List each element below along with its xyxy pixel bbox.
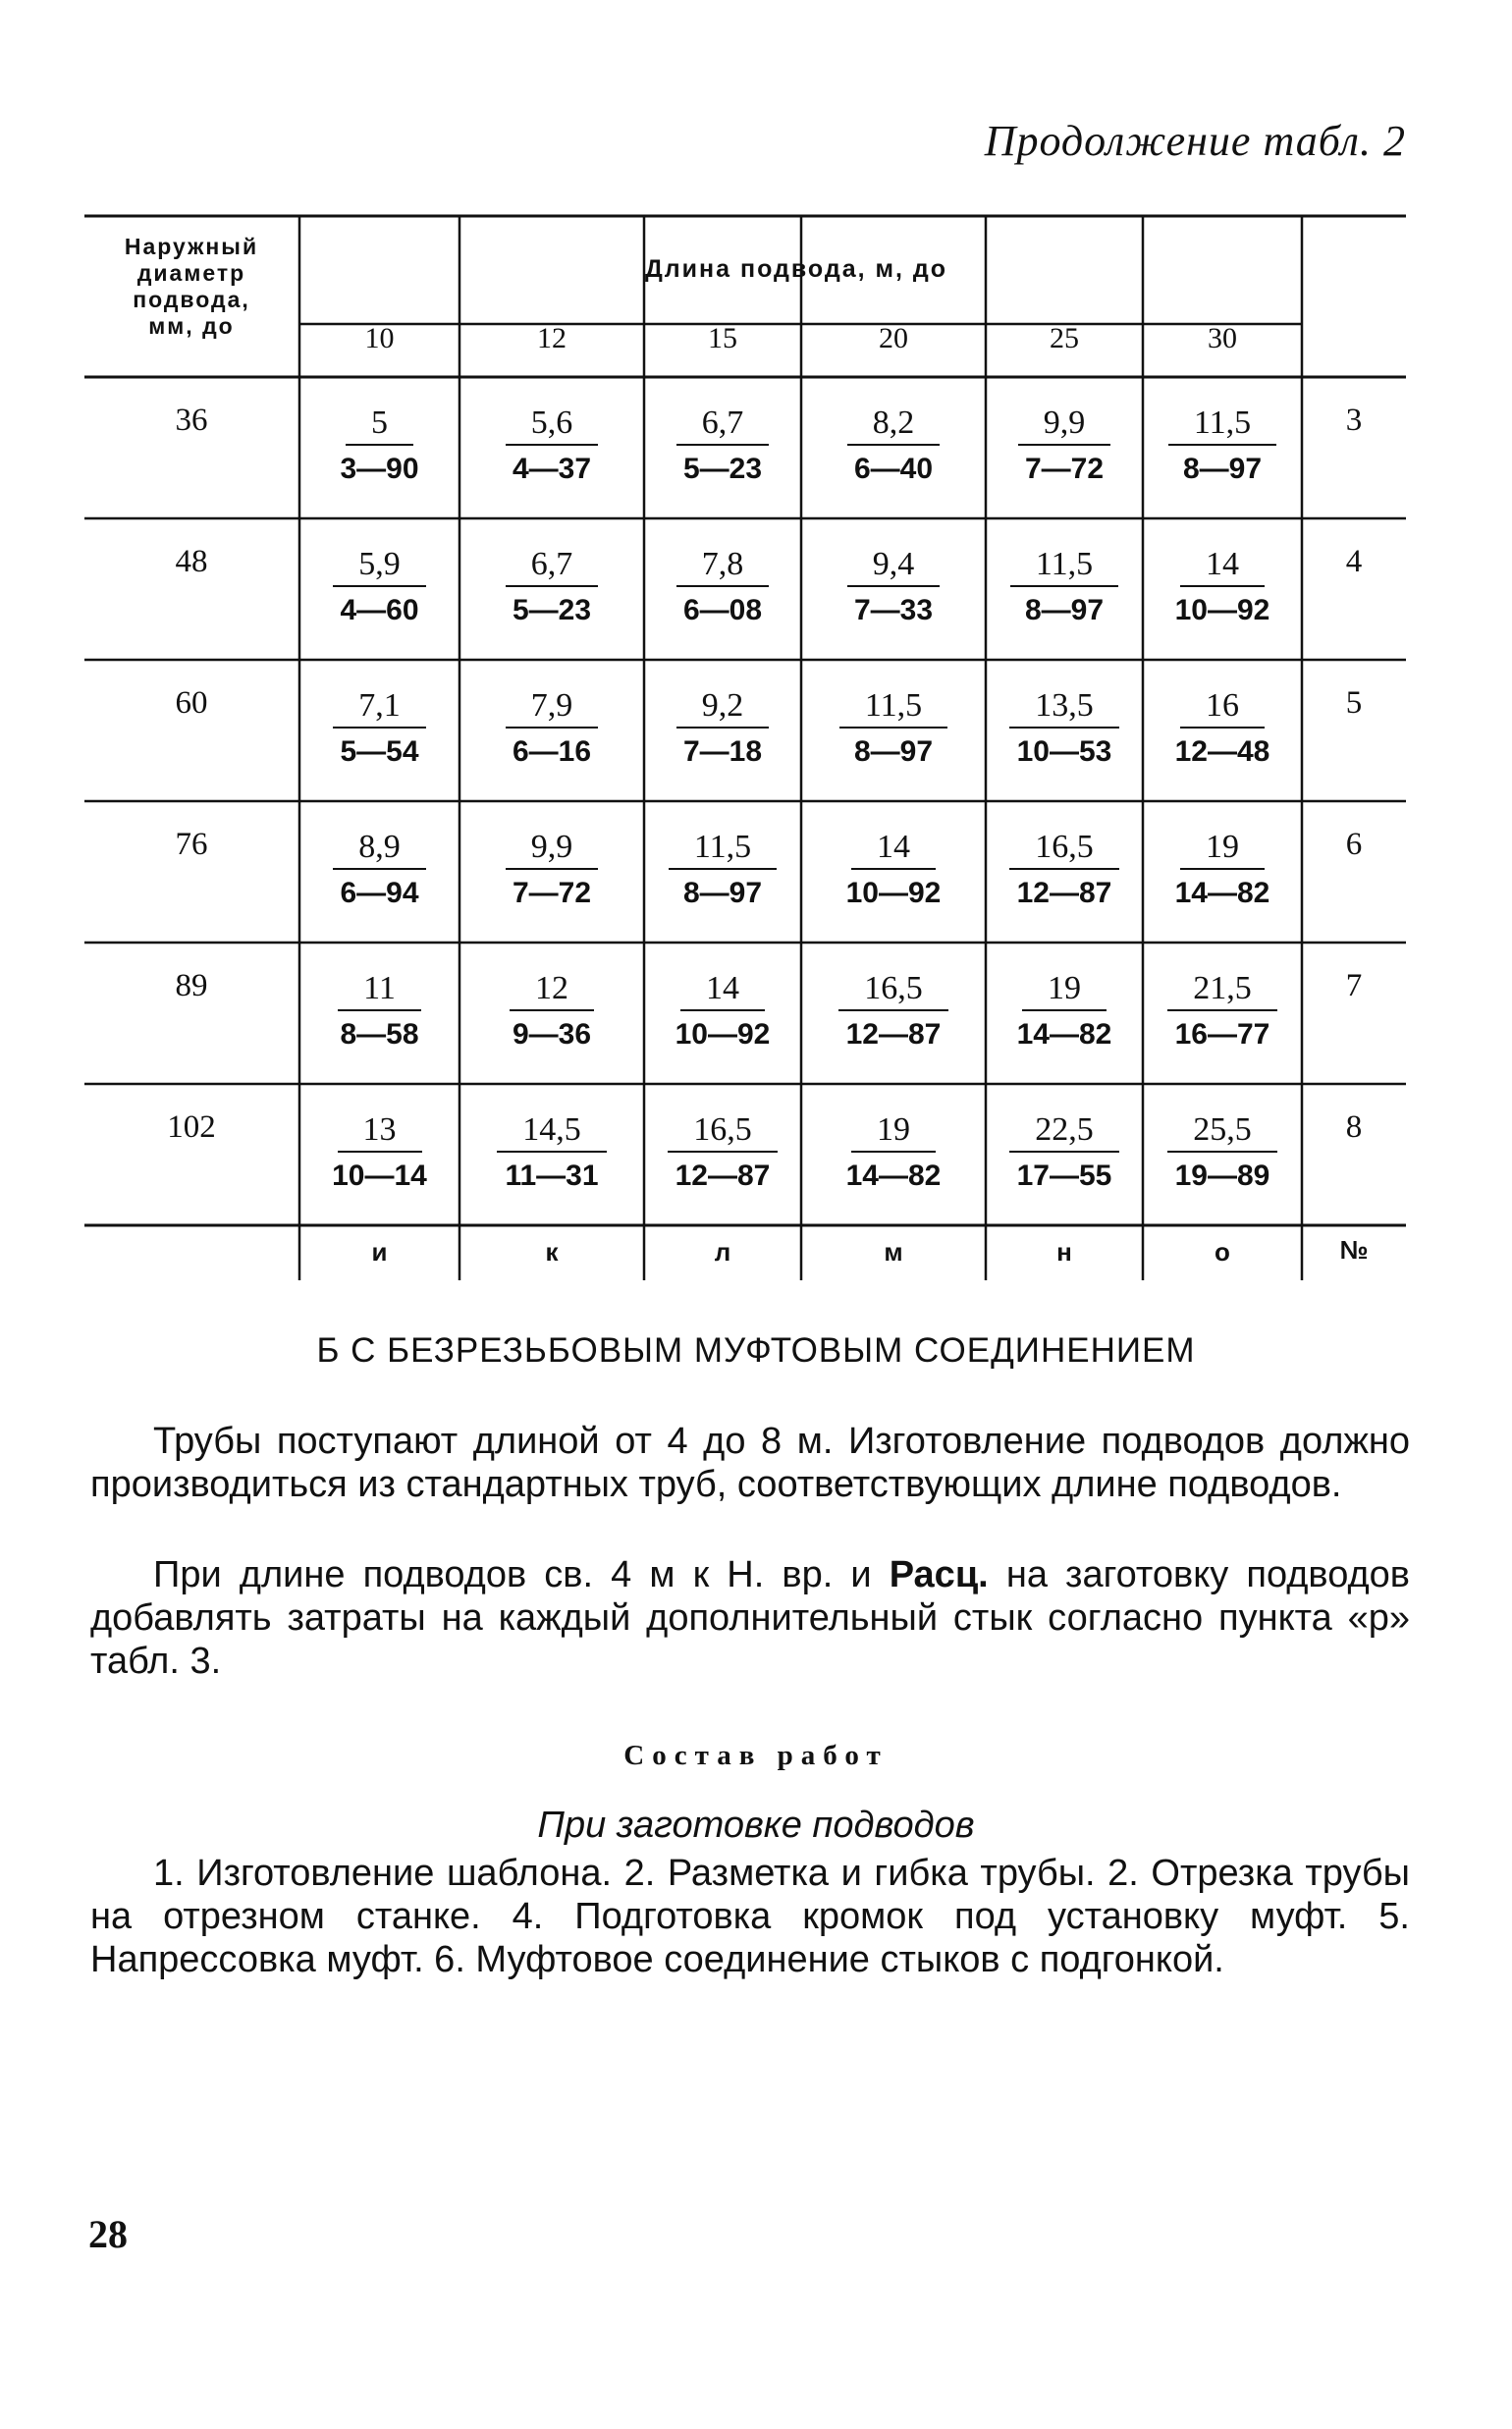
time-norm-value: 8,2 xyxy=(847,405,941,446)
rate-value: 14—82 xyxy=(845,1160,942,1192)
column-code: и xyxy=(371,1237,388,1267)
rate-value: 14—82 xyxy=(1016,1018,1112,1051)
length-header: Длина подвода, м, до xyxy=(644,255,948,283)
norm-rate-cell xyxy=(459,970,644,1054)
norm-rate-cell xyxy=(644,546,801,630)
row-number: 4 xyxy=(1345,544,1363,579)
time-norm-value: 9,9 xyxy=(506,829,599,870)
time-norm-value: 9,4 xyxy=(847,546,941,587)
rate-value: 6—16 xyxy=(512,735,592,768)
time-norm-value: 16 xyxy=(1180,687,1265,729)
norm-rate-cell xyxy=(1143,546,1302,630)
length-column-header: 10 xyxy=(364,322,395,354)
rate-value: 10—92 xyxy=(845,877,942,909)
time-norm-value: 14 xyxy=(680,970,765,1011)
time-norm-value: 25,5 xyxy=(1167,1111,1277,1153)
norm-rate-cell xyxy=(459,405,644,489)
section-b-title: Б С БЕЗРЕЗЬБОВЫМ МУФТОВЫМ СОЕДИНЕНИЕМ xyxy=(316,1331,1196,1370)
row-number: 6 xyxy=(1345,827,1363,862)
rate-value: 5—54 xyxy=(340,735,419,768)
rate-value: 10—14 xyxy=(332,1160,427,1192)
norm-rate-cell xyxy=(644,405,801,489)
work-composition-title: Состав работ xyxy=(623,1740,889,1771)
rate-value: 10—92 xyxy=(675,1018,771,1051)
diameter-cell: 89 xyxy=(175,968,208,1003)
time-norm-value: 16,5 xyxy=(1009,829,1119,870)
page-number: 28 xyxy=(88,2212,128,2256)
time-norm-value: 21,5 xyxy=(1167,970,1277,1011)
norm-rate-cell xyxy=(459,829,644,913)
length-column-header: 25 xyxy=(1050,322,1079,354)
time-norm-value: 16,5 xyxy=(668,1111,778,1153)
outer-diameter-header xyxy=(84,234,298,340)
time-norm-value: 22,5 xyxy=(1009,1111,1119,1153)
norm-rate-cell xyxy=(801,687,986,772)
rate-value: 3—90 xyxy=(340,453,419,485)
column-code: н xyxy=(1056,1237,1072,1267)
rate-value: 8—97 xyxy=(682,877,763,909)
row-number: 7 xyxy=(1345,968,1363,1003)
rate-value: 8—97 xyxy=(1024,594,1105,626)
time-norm-value: 11,5 xyxy=(669,829,777,870)
rate-value: 10—53 xyxy=(1016,735,1112,768)
norm-rate-cell xyxy=(1143,970,1302,1054)
time-norm-value: 7,1 xyxy=(333,687,426,729)
time-norm-value: 9,2 xyxy=(676,687,770,729)
time-norm-value: 5,6 xyxy=(506,405,599,446)
norm-rate-cell xyxy=(299,829,459,913)
time-norm-value: 19 xyxy=(851,1111,936,1153)
length-column-header: 20 xyxy=(879,322,908,354)
norm-rate-cell xyxy=(986,687,1143,772)
rate-value: 8—58 xyxy=(340,1018,419,1051)
rate-value: 4—60 xyxy=(340,594,419,626)
time-norm-value: 14,5 xyxy=(497,1111,607,1153)
time-norm-value: 16,5 xyxy=(838,970,948,1011)
diameter-cell: 48 xyxy=(175,544,208,579)
norm-rate-cell xyxy=(1143,405,1302,489)
norm-rate-cell xyxy=(299,546,459,630)
time-norm-value: 5 xyxy=(346,405,413,446)
number-sign: № xyxy=(1339,1235,1369,1265)
time-norm-value: 11,5 xyxy=(839,687,947,729)
time-norm-value: 9,9 xyxy=(1018,405,1111,446)
rate-value: 12—87 xyxy=(675,1160,771,1192)
rate-value: 5—23 xyxy=(682,453,763,485)
time-norm-value: 7,8 xyxy=(676,546,770,587)
norm-rate-cell xyxy=(299,405,459,489)
rate-value: 9—36 xyxy=(512,1018,592,1051)
norm-rate-cell xyxy=(459,546,644,630)
time-norm-value: 12 xyxy=(510,970,594,1011)
rate-value: 11—31 xyxy=(505,1160,599,1192)
outer-diameter-header-line: мм, до xyxy=(148,313,235,339)
norm-rate-cell xyxy=(644,829,801,913)
rate-value: 6—40 xyxy=(853,453,934,485)
rate-value: 7—72 xyxy=(512,877,592,909)
norm-rate-cell xyxy=(644,687,801,772)
rate-term: Расц. xyxy=(889,1554,989,1595)
norm-rate-cell xyxy=(801,829,986,913)
column-code: л xyxy=(714,1237,731,1267)
row-number: 5 xyxy=(1345,685,1363,721)
norm-rate-cell xyxy=(459,1111,644,1196)
work-composition-text: 1. Изготовление шаблона. 2. Разметка и гибка трубы. 2. Отрезка трубы на отрезном станке. 4. Подготовка кромок под установку муфт. 5. Напрессовка муфт. 6. Муфтовое соединение стыков с подгонкой. xyxy=(90,1853,1410,1980)
norm-rate-cell xyxy=(801,1111,986,1196)
row-number: 8 xyxy=(1345,1109,1363,1145)
norm-rate-cell xyxy=(459,687,644,772)
time-norm-value: 14 xyxy=(851,829,936,870)
outer-diameter-header-line: диаметр xyxy=(136,260,246,286)
time-norm-value: 14 xyxy=(1180,546,1265,587)
rate-value: 6—94 xyxy=(340,877,419,909)
norm-rate-cell xyxy=(1143,1111,1302,1196)
time-norm-value: 6,7 xyxy=(676,405,770,446)
time-norm-value: 6,7 xyxy=(506,546,599,587)
rate-value: 8—97 xyxy=(1182,453,1263,485)
time-norm-value: 5,9 xyxy=(333,546,426,587)
rate-value: 12—87 xyxy=(845,1018,942,1051)
rate-value: 4—37 xyxy=(512,453,592,485)
norm-rate-cell xyxy=(986,829,1143,913)
diameter-cell: 102 xyxy=(167,1109,216,1145)
rate-value: 16—77 xyxy=(1174,1018,1270,1051)
rate-value: 7—18 xyxy=(682,735,763,768)
norm-rate-cell xyxy=(644,970,801,1054)
time-norm-value: 13 xyxy=(338,1111,422,1153)
rate-value: 8—97 xyxy=(853,735,934,768)
rate-value: 12—87 xyxy=(1016,877,1112,909)
time-norm-value: 19 xyxy=(1180,829,1265,870)
rate-value: 14—82 xyxy=(1174,877,1270,909)
length-column-header: 15 xyxy=(708,322,737,354)
norm-rate-cell xyxy=(986,970,1143,1054)
row-number: 3 xyxy=(1345,403,1363,438)
norm-rate-cell xyxy=(1143,829,1302,913)
column-code: о xyxy=(1215,1237,1230,1267)
norm-rate-cell xyxy=(801,546,986,630)
norm-rate-cell xyxy=(986,1111,1143,1196)
outer-diameter-header-line: подвода, xyxy=(133,287,250,312)
rate-value: 7—33 xyxy=(853,594,934,626)
time-norm-value: 19 xyxy=(1022,970,1107,1011)
rate-value: 19—89 xyxy=(1174,1160,1270,1192)
work-composition-subtitle: При заготовке подводов xyxy=(537,1805,975,1846)
outer-diameter-header-line: Наружный xyxy=(124,234,259,259)
time-norm-value: 7,9 xyxy=(506,687,599,729)
rate-value: 17—55 xyxy=(1016,1160,1112,1192)
norm-rate-cell xyxy=(644,1111,801,1196)
norm-rate-cell xyxy=(1143,687,1302,772)
rate-value: 10—92 xyxy=(1174,594,1270,626)
section-b-paragraph-1: Трубы поступают длиной от 4 до 8 м. Изготовление подводов должно производиться из стандартных труб, соответствующих длине подводов. xyxy=(90,1421,1410,1505)
continuation-heading: Продолжение табл. 2 xyxy=(984,117,1406,165)
column-code: к xyxy=(545,1237,559,1267)
time-norm-value: 8,9 xyxy=(333,829,426,870)
time-norm-value: 13,5 xyxy=(1009,687,1119,729)
rate-value: 5—23 xyxy=(512,594,592,626)
norm-rate-cell xyxy=(986,405,1143,489)
time-norm-value: 11 xyxy=(338,970,421,1011)
time-norm-value: 11,5 xyxy=(1010,546,1118,587)
norm-rate-cell xyxy=(986,546,1143,630)
time-norm-value: 11,5 xyxy=(1168,405,1276,446)
norm-rate-cell xyxy=(299,687,459,772)
norm-rate-cell xyxy=(801,970,986,1054)
rate-value: 6—08 xyxy=(682,594,763,626)
norm-rate-cell xyxy=(299,970,459,1054)
column-code: м xyxy=(884,1237,903,1267)
diameter-cell: 76 xyxy=(175,827,208,862)
section-b-paragraph-2: При длине подводов св. 4 м к Н. вр. и Расц. на заготовку подводов добавлять затраты на каждый дополнительный стык согласно пункта «р» табл. 3. xyxy=(90,1554,1410,1682)
rate-value: 7—72 xyxy=(1024,453,1105,485)
norm-rate-cell xyxy=(299,1111,459,1196)
length-column-header: 30 xyxy=(1208,322,1237,354)
diameter-cell: 36 xyxy=(175,403,208,438)
norm-rate-cell xyxy=(801,405,986,489)
rate-value: 12—48 xyxy=(1174,735,1270,768)
length-column-header: 12 xyxy=(537,322,567,354)
diameter-cell: 60 xyxy=(175,685,208,721)
